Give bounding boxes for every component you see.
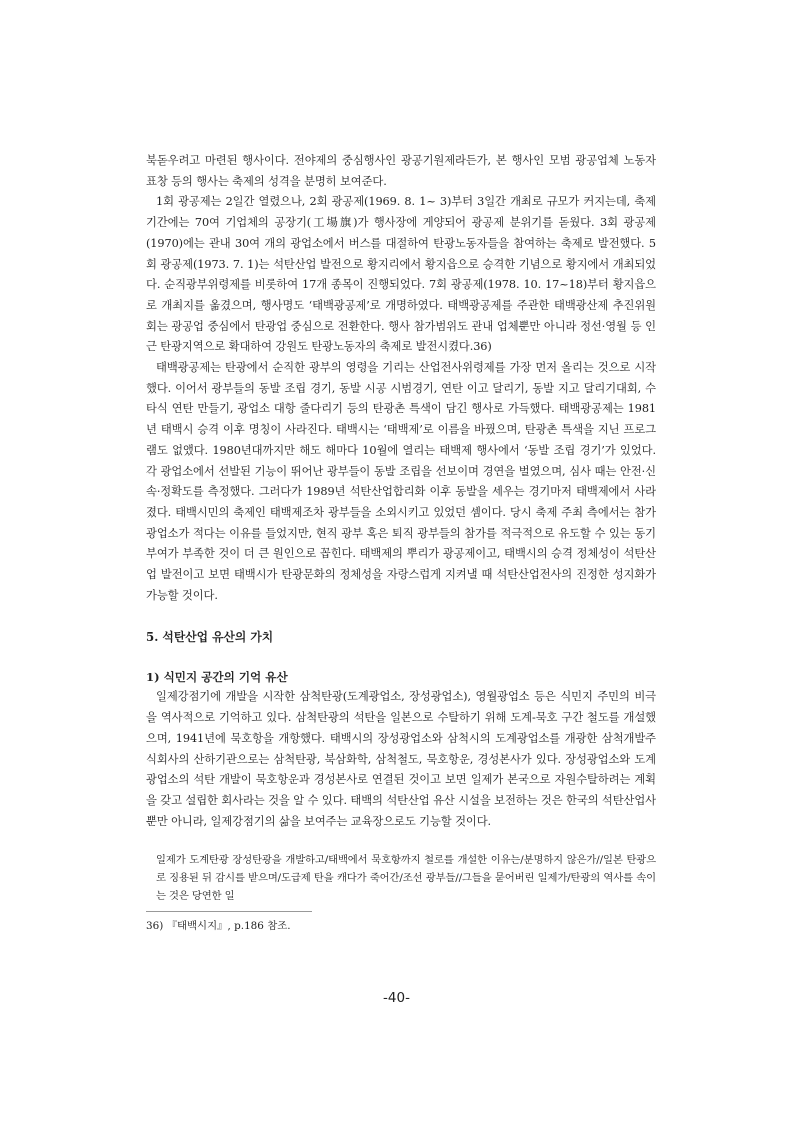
footnote: 36) 『태백시지』, p.186 참조. — [146, 920, 291, 932]
quoted-poem: 일제가 도계탄광 장성탄광을 개발하고/태백에서 묵호항까지 철로를 개설한 이유는/분명하지 않은가//일본 탄광으로 징용된 뒤 감시를 받으며/도급제 탄을 캐다가 죽어간/조선 광부들//그들을 묻어버린 일제가/탄광의 역사를 속이는 것은 당연한 일 — [156, 854, 656, 903]
body-paragraph: 1회 광공제는 2일간 열렸으나, 2회 광공제(1969. 8. 1~ 3)부터 3일간 개최로 규모가 커지는데, 축제 기간에는 70여 기업체의 공장기(工場旗)가 행사장에 게양되어 광공제 분위기를 돋웠다. 3회 광공제(1970)에는 관내 30여 개의 광업소에서 버스를 대절하여 탄광노동자들을 참여하는 축제로 발전했다. 5회 광공제(1973. 7. 1)는 석탄산업 발전으로 황지리에서 황지읍으로 승격한 기념으로 황지에서 개최되었다. 순직광부위령제를 비롯하여 17개 종목이 진행되었다. 7회 광공제(1978. 10. 17~18)부터 황지읍으로 개최지를 옮겼으며, 행사명도 ‘태백광공제’로 개명하였다. 태백광공제를 주관한 태백광산제 추진위원회는 광공업 중심에서 탄광업 중심으로 전환한다. 행사 참가범위도 관내 업체뿐만 아니라 정선·영월 등 인근 탄광지역으로 확대하여 강원도 탄광노동자의 축제로 발전시켰다.36) — [146, 195, 656, 354]
body-paragraph: 태백광공제는 탄광에서 순직한 광부의 영령을 기리는 산업전사위령제를 가장 먼저 올리는 것으로 시작했다. 이어서 광부들의 동발 조립 경기, 동발 시공 시범경기, 연탄 이고 달리기, 동발 지고 달리기대회, 수타식 연탄 만들기, 광업소 대항 줄다리기 등의 탄광촌 특색이 담긴 행사로 가득했다. 태백광공제는 1981년 태백시 승격 이후 명칭이 사라진다. 태백시는 ‘태백제’로 이름을 바꿨으며, 탄광촌 특색을 지닌 프로그램도 없앴다. 1980년대까지만 해도 해마다 10월에 열리는 태백제 행사에서 ‘동발 조립 경기’가 있었다. 각 광업소에서 선발된 기능이 뛰어난 광부들이 동발 조립을 선보이며 경연을 벌였으며, 심사 때는 안전·신속·정확도를 측정했다. 그러다가 1989년 석탄산업합리화 이후 동발을 세우는 경기마저 태백제에서 사라졌다. 태백시민의 축제인 태백제조차 광부들을 소외시키고 있었던 셈이다. 당시 축제 주최 측에서는 참가 광업소가 적다는 이유를 들었지만, 현직 광부 혹은 퇴직 광부들의 참가를 적극적으로 유도할 수 있는 동기부여가 부족한 것이 더 큰 원인으로 꼽힌다. 태백제의 뿌리가 광공제이고, 태백시의 승격 정체성이 석탄산업 발전이고 보면 태백시가 탄광문화의 정체성을 자랑스럽게 지켜낼 때 석탄산업전사의 진정한 성지화가 가능할 것이다. — [146, 361, 656, 602]
body-paragraph: 북돋우려고 마련된 행사이다. 전야제의 중심행사인 광공기원제라든가, 본 행사인 모범 광공업체 노동자 표창 등의 행사는 축제의 성격을 분명히 보여준다. — [146, 154, 656, 188]
page-body — [146, 151, 656, 905]
subsection-heading: 1) 식민지 공간의 기억 유산 — [146, 670, 288, 685]
section-heading: 5. 석탄산업 유산의 가치 — [146, 630, 274, 645]
footnote-divider — [146, 911, 312, 912]
page-number: -40- — [383, 990, 410, 1006]
body-paragraph: 일제강점기에 개발을 시작한 삼척탄광(도계광업소, 장성광업소), 영월광업소 등은 식민지 주민의 비극을 역사적으로 기억하고 있다. 삼척탄광의 석탄을 일본으로 수탈하기 위해 도계-묵호 구간 철도를 개설했으며, 1941년에 묵호항을 개항했다. 태백시의 장성광업소와 삼척시의 도계광업소를 개광한 삼척개발주식회사의 산하기관으로는 삼척탄광, 북삼화학, 삼척철도, 묵호항운, 경성본사가 있다. 장성광업소와 도계광업소의 석탄 개발이 묵호항운과 경성본사로 연결된 것이고 보면 일제가 본국으로 자원수탈하려는 계획을 갖고 설립한 회사라는 것을 알 수 있다. 태백의 석탄산업 유산 시설을 보전하는 것은 한국의 석탄산업사 뿐만 아니라, 일제강점기의 삶을 보여주는 교육장으로도 기능할 것이다. — [146, 690, 656, 828]
